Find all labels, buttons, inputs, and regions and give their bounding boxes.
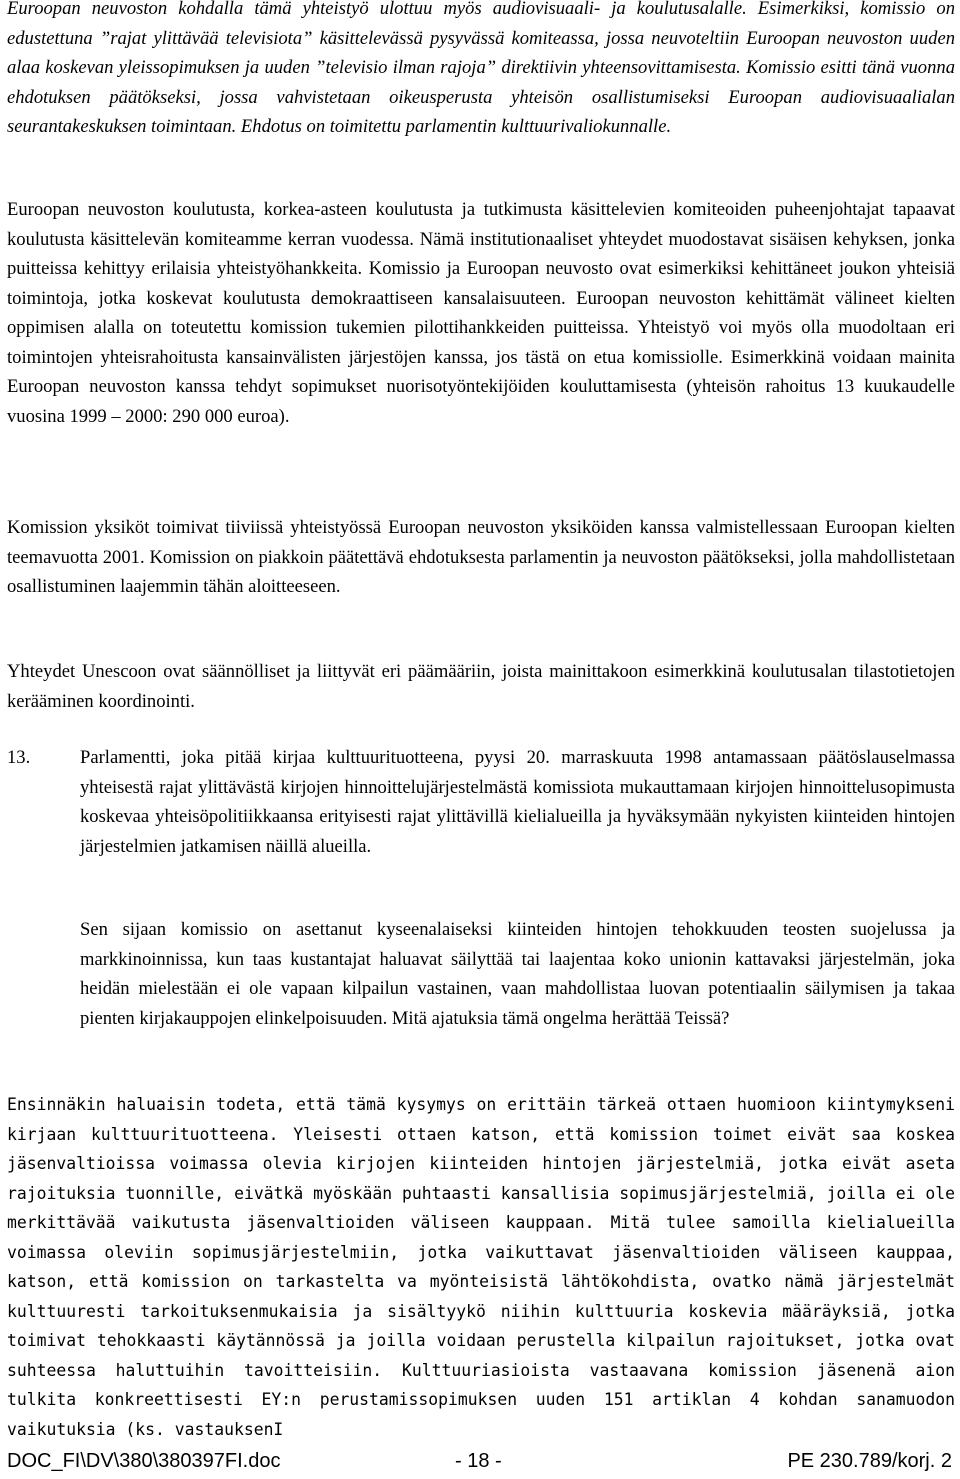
paragraph-answer: Ensinnäkin haluaisin todeta, että tämä kysymys on erittäin tärkeä ottaen huomioon kiintymykseni kirjaan kulttuurituotteena. Yleisesti ottaen katson, että komission toimet eivät saa koskea jäsenvaltioissa voimassa olevia kirjojen kiinteiden hintojen järjestelmiä, jotka eivät aseta rajoituksia tuonnille, eivätkä myöskään puhtaasti kansallisia sopimusjärjestelmiä, joilla ei ole merkittävää vaikutusta jäsenvaltioiden väliseen kauppaan. Mitä tulee samoilla kielialueilla voimassa oleviin sopimusjärjestelmiin, jotka vaikuttavat jäsenvaltioiden väliseen kauppaa, katson, että komission on tarkastelta va myönteisistä lähtökohdista, ovatko nämä järjestelmät kulttuuresti tarkoituksenmukaisia ja sisältyykö niihin kulttuuria koskevia määräyksiä, jotka toimivat tehokkaasti käytännössä ja joilla voidaan perustella kilpailun rajoitukset, jotka ovat suhteessa haluttuihin tavoitteisiin. Kulttuuriasioista vastaavana komission jäsenenä aion tulkita konkreettisesti EY:n perustamissopimuksen uuden 151 artiklan 4 kohdan sanamuodon vaikutuksia (ks. vastauksenI (7, 1095, 955, 1439)
paragraph-education-committees: Euroopan neuvoston koulutusta, korkea-asteen koulutusta ja tutkimusta käsittelevien komiteoiden puheenjohtajat tapaavat koulutusta käsittelevän komiteamme kerran vuodessa. Nämä institutionaaliset yhteydet muodostavat sisäisen kehyksen, jonka puitteissa kehittyy erilaisia yhteistyöhankkeita. Komissio ja Euroopan neuvosto ovat esimerkiksi kehittäneet joukon yhteisiä toimintoja, jotka koskevat koulutusta demokraattiseen kansalaisuuteen. Euroopan neuvoston kehittämät välineet kielten oppimisen alalla on toteutettu komission tukemien pilottihankkeiden puitteissa. Yhteistyö voi myös olla muodoltaan eri toimintojen yhteisrahoitusta kansainvälisten järjestöjen kanssa, jos tästä on etua komissiolle. Esimerkkinä voidaan mainita Euroopan neuvoston kanssa tehdyt sopimukset nuorisotyöntekijöiden kouluttamisesta (yhteisön rahoitus 13 kuukaudelle vuosina 1999 – 2000: 290 000 euroa). (7, 199, 955, 427)
item-13-question: Parlamentti, joka pitää kirjaa kulttuurituotteena, pyysi 20. marraskuuta 1998 antamassaan päätöslauselmassa yhteisestä rajat ylittävästä kirjojen hinnoittelujärjestelmästä komissiota mukauttamaan kirjojen hinnoittelusopimusta koskevaa yhteisöpolitiikkaansa erityisesti rajat ylittävillä kielialueilla ja hyväksymään nykyisten kiinteiden hintojen järjestelmien jatkamisen näillä alueilla. (80, 747, 955, 857)
paragraph-fixed-prices-question: Sen sijaan komissio on asettanut kyseenalaiseksi kiinteiden hintojen tehokkuuden teosten suojelussa ja markkinoinnissa, kun taas kustantajat haluavat säilyttää tai laajentaa koko unionin kattavaksi järjestelmän, joka heidän mielestään ei ole vapaan kilpailun vastainen, vaan mahdollistaa luovan potentiaalin säilymisen ja takaa pienten kirjakauppojen elinkelpoisuuden. Mitä ajatuksia tämä ongelma herättää Teissä? (80, 919, 955, 1029)
numbered-item-13 (7, 743, 955, 861)
footer-page-number: - 18 - (455, 1450, 502, 1472)
item-number: 13. (7, 747, 31, 768)
paragraph-unesco: Yhteydet Unescoon ovat säännölliset ja liittyvät eri päämääriin, joista mainittakoon esimerkkinä koulutusalan tilastotietojen kerääminen koordinointi. (7, 661, 955, 712)
paragraph-language-year: Komission yksiköt toimivat tiiviissä yhteistyössä Euroopan neuvoston yksiköiden kanssa valmistellessaan Euroopan kielten teemavuotta 2001. Komission on piakkoin päätettävä ehdotuksesta parlamentin ja neuvoston päätökseksi, jolla mahdollistetaan osallistuminen laajemmin tähän aloitteeseen. (7, 517, 955, 597)
footer-pe-reference: PE 230.789/korj. 2 (787, 1450, 952, 1472)
footer-document-reference: DOC_FI\DV\380\380397FI.doc (7, 1450, 281, 1472)
paragraph-audiovisual-cooperation: Euroopan neuvoston kohdalla tämä yhteistyö ulottuu myös audiovisuaali- ja koulutusalalle. Esimerkiksi, komissio on edustettuna ”rajat ylittävää televisiota” käsittelevässä pysyvässä komiteassa, jossa neuvoteltiin Euroopan neuvoston uuden alaa koskevan yleissopimuksen ja uuden ”televisio ilman rajoja” direktiivin yhteensovittamisesta. Komissio esitti tänä vuonna ehdotuksen päätökseksi, jossa vahvistetaan oikeusperusta yhteisön osallistumiseksi Euroopan audiovisuaalialan seurantakeskuksen toimintaan. Ehdotus on toimitettu parlamentin kulttuurivaliokunnalle. (7, 0, 955, 137)
page-footer (7, 1446, 952, 1476)
